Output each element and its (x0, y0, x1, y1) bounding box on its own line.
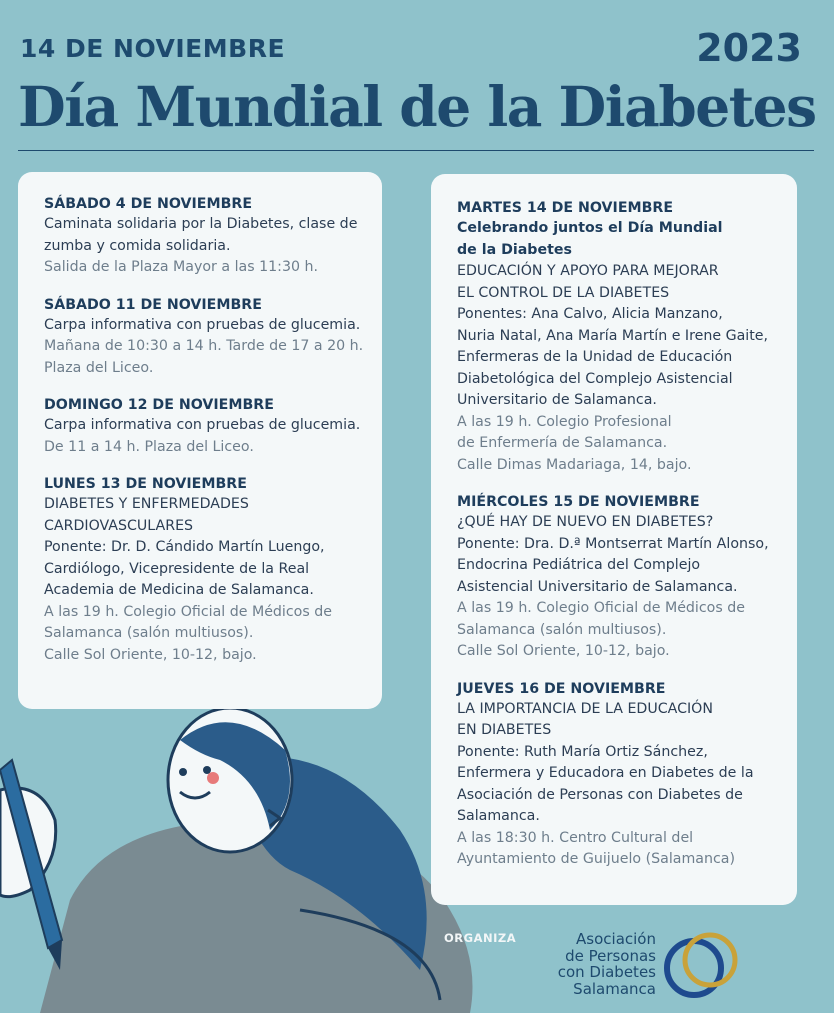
event-date: MIÉRCOLES 15 DE NOVIEMBRE (457, 494, 700, 510)
association-logo-icon (660, 930, 742, 1000)
event-description-line: Salamanca. (457, 808, 540, 824)
event-description-line: Carpa informativa con pruebas de glucemia. (44, 316, 361, 333)
event-venue-line: Salamanca (salón multiusos). (457, 621, 667, 638)
event-venue-line: A las 19 h. Colegio Profesional (457, 413, 672, 430)
event-description-line: EL CONTROL DE LA DIABETES (457, 284, 670, 301)
event-description-line: Endocrina Pediátrica del Complejo (457, 557, 701, 573)
event-block (457, 679, 775, 871)
event-venue-line: Calle Dimas Madariaga, 14, bajo. (457, 456, 692, 473)
event-block (44, 474, 360, 666)
event-description-line: DIABETES Y ENFERMEDADES (44, 496, 249, 512)
event-block (44, 295, 364, 380)
event-description-line: CARDIOVASCULARES (44, 517, 194, 534)
event-block (457, 198, 775, 476)
page-title: Día Mundial de la Diabetes (18, 74, 816, 139)
event-description-line: ¿QUÉ HAY DE NUEVO EN DIABETES? (457, 514, 714, 530)
event-description-line: Carpa informativa con pruebas de glucemia. (44, 417, 361, 433)
event-venue-line: Calle Sol Oriente, 10-12, bajo. (44, 646, 257, 663)
event-description-line: Enfermera y Educadora en Diabetes de la (457, 765, 754, 781)
event-description-line: Asistencial Universitario de Salamanca. (457, 578, 738, 595)
event-description-line: Enfermeras de la Unidad de Educación (457, 349, 733, 365)
event-description-line: Academia de Medicina de Salamanca. (44, 582, 314, 598)
organizer-name (530, 931, 656, 997)
event-description-line: de la Diabetes (457, 241, 572, 258)
event-venue-line: A las 18:30 h. Centro Cultural del (457, 829, 694, 846)
event-description-line: Celebrando juntos el Día Mundial (457, 220, 723, 236)
event-description-line: Universitario de Salamanca. (457, 392, 657, 408)
event-date: SÁBADO 11 DE NOVIEMBRE (44, 296, 262, 313)
event-description-line: LA IMPORTANCIA DE LA EDUCACIÓN (457, 700, 713, 717)
event-date: MARTES 14 DE NOVIEMBRE (457, 200, 674, 216)
title-divider (18, 150, 814, 151)
event-description-line: Asociación de Personas con Diabetes de (457, 786, 743, 803)
event-date: SÁBADO 4 DE NOVIEMBRE (44, 196, 253, 212)
event-date: DOMINGO 12 DE NOVIEMBRE (44, 397, 274, 413)
event-description-line: Cardiólogo, Vicepresidente de la Real (44, 560, 310, 577)
events-card-right (431, 174, 797, 905)
event-block (44, 395, 360, 458)
event-description-line: EDUCACIÓN Y APOYO PARA MEJORAR (457, 263, 719, 279)
event-venue-line: Ayuntamiento de Guijuelo (Salamanca) (457, 851, 735, 867)
event-venue-line: Mañana de 10:30 a 14 h. Tarde de 17 a 20 h. (44, 338, 364, 354)
event-venue-line: Salamanca (salón multiusos). (44, 625, 254, 641)
event-description-line: EN DIABETES (457, 722, 552, 738)
face-icon (168, 708, 292, 852)
organizer-name-line: de Personas (565, 946, 656, 965)
organizer-name-line: con Diabetes (557, 963, 656, 981)
event-block (457, 492, 775, 663)
event-venue-line: Salida de la Plaza Mayor a las 11:30 h. (44, 259, 319, 275)
event-date: LUNES 13 DE NOVIEMBRE (44, 476, 247, 492)
event-description-line: Ponente: Dr. D. Cándido Martín Luengo, (44, 539, 325, 555)
event-venue-line: De 11 a 14 h. Plaza del Liceo. (44, 438, 254, 455)
event-venue-line: Calle Sol Oriente, 10-12, bajo. (457, 643, 670, 659)
organizer-name-line: Salamanca (573, 979, 656, 998)
event-description-line: Diabetológica del Complejo Asistencial (457, 370, 733, 387)
event-description-line: Ponente: Ruth María Ortiz Sánchez, (457, 743, 708, 760)
event-venue-line: Plaza del Liceo. (44, 359, 154, 376)
event-block (44, 194, 360, 279)
event-description-line: Nuria Natal, Ana María Martín e Irene Gaite, (457, 327, 769, 344)
event-date: JUEVES 16 DE NOVIEMBRE (457, 680, 666, 697)
events-card-left (18, 172, 382, 709)
event-venue-line: de Enfermería de Salamanca. (457, 435, 668, 451)
organizer-name-line: Asociación (576, 930, 656, 948)
event-description-line: zumba y comida solidaria. (44, 237, 231, 254)
event-description-line: Caminata solidaria por la Diabetes, clase de (44, 216, 358, 232)
organiza-label: ORGANIZA (444, 931, 517, 945)
event-description-line: Ponente: Dra. D.ª Montserrat Martín Alonso, (457, 535, 769, 552)
event-venue-line: A las 19 h. Colegio Oficial de Médicos de (44, 603, 332, 620)
event-venue-line: A las 19 h. Colegio Oficial de Médicos de (457, 600, 745, 616)
header-date: 14 DE NOVIEMBRE (20, 34, 286, 63)
event-description-line: Ponentes: Ana Calvo, Alicia Manzano, (457, 306, 723, 322)
header-year: 2023 (696, 26, 802, 70)
